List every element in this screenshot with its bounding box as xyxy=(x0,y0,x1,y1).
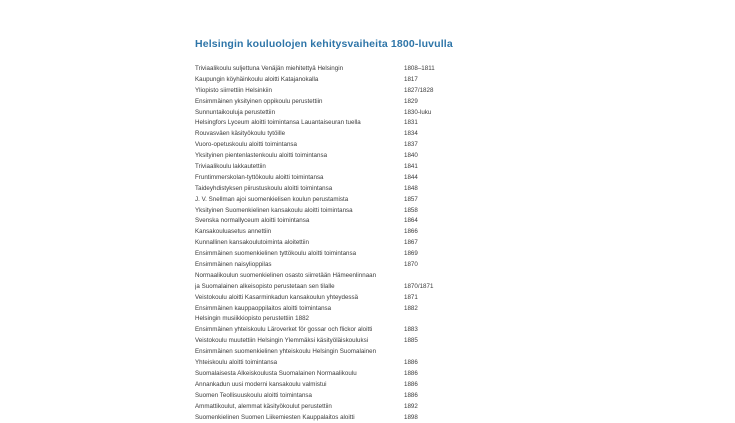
timeline-row-label: Veistokoulu muutettiin Helsingin Ylemmäksi käsityöläiskouluksi xyxy=(195,336,404,347)
timeline-row xyxy=(195,118,595,129)
timeline-row-year: 1830-luku xyxy=(404,108,431,119)
timeline-row-year: 1831 xyxy=(404,118,418,129)
timeline-row-label: Annankadun uusi moderni kansakoulu valmistui xyxy=(195,380,404,391)
timeline-row xyxy=(195,97,595,108)
timeline-row xyxy=(195,195,595,206)
timeline-row xyxy=(195,413,595,423)
timeline-row-label: Yksityinen Suomenkielinen kansakoulu aloitti toimintansa xyxy=(195,206,404,217)
timeline-row xyxy=(195,216,595,227)
timeline-row-year: 1886 xyxy=(404,369,418,380)
timeline-row-year: 1808–1811 xyxy=(404,64,435,75)
timeline-row-label: Triviaalikoulu suljettuna Venäjän miehitettyä Helsingin xyxy=(195,64,404,75)
timeline-row-year: 1837 xyxy=(404,140,418,151)
timeline-row xyxy=(195,293,595,304)
timeline-row-year: 1841 xyxy=(404,162,418,173)
timeline-row-year: 1882 xyxy=(404,304,418,315)
timeline-row-label: Yhteiskoulu aloitti toimintansa xyxy=(195,358,404,369)
timeline-row xyxy=(195,358,595,369)
timeline-row-year: 1885 xyxy=(404,336,418,347)
timeline-row xyxy=(195,86,595,97)
timeline-row-label: Suomalaisesta Alkeiskoulusta Suomalainen Normaalikoulu xyxy=(195,369,404,380)
timeline-row-year: 1840 xyxy=(404,151,418,162)
timeline-row xyxy=(195,260,595,271)
timeline-row-label: Ensimmäinen suomenkielinen yhteiskoulu Helsingin Suomalainen xyxy=(195,347,404,358)
timeline-row-label: Ensimmäinen naisylioppilas xyxy=(195,260,404,271)
timeline-row xyxy=(195,162,595,173)
timeline-row-year: 1886 xyxy=(404,380,418,391)
timeline-row-label: Vuoro-opetuskoulu aloitti toimintansa xyxy=(195,140,404,151)
timeline-row xyxy=(195,140,595,151)
timeline-row-label: Suomenkielinen Suomen Liikemiesten Kauppalaitos aloitti xyxy=(195,413,404,423)
timeline-row xyxy=(195,184,595,195)
timeline-row xyxy=(195,391,595,402)
timeline-row-year: 1864 xyxy=(404,216,418,227)
timeline-row-year: 1844 xyxy=(404,173,418,184)
timeline-row xyxy=(195,75,595,86)
timeline-row-label: Suomen Teollisuuskoulu aloitti toimintansa xyxy=(195,391,404,402)
timeline-row-label: Ensimmäinen suomenkielinen tyttökoulu aloitti toimintansa xyxy=(195,249,404,260)
timeline-row xyxy=(195,336,595,347)
timeline-row-label: Yksityinen pientenlastenkoulu aloitti toimintansa xyxy=(195,151,404,162)
timeline-row-year: 1870 xyxy=(404,260,418,271)
timeline-row-year: 1829 xyxy=(404,97,418,108)
timeline-row xyxy=(195,369,595,380)
timeline-row xyxy=(195,64,595,75)
timeline-row xyxy=(195,325,595,336)
timeline-row-label: Kunnallinen kansakoulutoiminta aloitettiin xyxy=(195,238,404,249)
timeline-row-label: Ensimmäinen yksityinen oppikoulu perustettiin xyxy=(195,97,404,108)
timeline-row-label: Veistokoulu aloitti Kasarminkadun kansakoulun yhteydessä xyxy=(195,293,404,304)
timeline-row-year: 1817 xyxy=(404,75,418,86)
timeline-row-label: Triviaalikoulu lakkautettiin xyxy=(195,162,404,173)
timeline-row-label: Normaalikoulun suomenkielinen osasto siirretään Hämeenlinnaan xyxy=(195,271,404,282)
timeline-row xyxy=(195,282,595,293)
timeline-row-label: Ammattikoulut, alemmat käsityökoulut perustettiin xyxy=(195,402,404,413)
timeline-row-year: 1834 xyxy=(404,129,418,140)
timeline-row-label: Helsingfors Lyceum aloitti toimintansa Lauantaiseuran tuella xyxy=(195,118,404,129)
timeline-row-label: Helsingin musiikkiopisto perustettiin 1882 xyxy=(195,314,404,325)
timeline-list xyxy=(195,64,595,423)
timeline-row-label: Rouvasväen käsityökoulu tytöille xyxy=(195,129,404,140)
timeline-row xyxy=(195,206,595,217)
timeline-row-label: Sunnuntaikouluja perustettiin xyxy=(195,108,404,119)
timeline-row-year: 1867 xyxy=(404,238,418,249)
timeline-row xyxy=(195,380,595,391)
timeline-row-year: 1871 xyxy=(404,293,418,304)
timeline-row xyxy=(195,271,595,282)
timeline-row xyxy=(195,173,595,184)
timeline-row-year: 1886 xyxy=(404,391,418,402)
timeline-row-label: Taideyhdistyksen piirustuskoulu aloitti toimintansa xyxy=(195,184,404,195)
timeline-row-year: 1857 xyxy=(404,195,418,206)
timeline-row-year: 1883 xyxy=(404,325,418,336)
timeline-row-label: J. V. Snellman ajoi suomenkielisen koulun perustamista xyxy=(195,195,404,206)
timeline-row-year: 1870/1871 xyxy=(404,282,433,293)
timeline-row-year: 1827/1828 xyxy=(404,86,433,97)
timeline-row xyxy=(195,304,595,315)
timeline-row xyxy=(195,108,595,119)
timeline-row-label: Ensimmäinen yhteiskoulu Läroverket för gossar och flickor aloitti xyxy=(195,325,404,336)
timeline-row-year: 1898 xyxy=(404,413,418,423)
timeline-row-label: Kansakouluasetus annettiin xyxy=(195,227,404,238)
timeline-row-label: Svenska normallyceum aloitti toimintansa xyxy=(195,216,404,227)
timeline-row-year: 1848 xyxy=(404,184,418,195)
timeline-row xyxy=(195,227,595,238)
timeline-row xyxy=(195,151,595,162)
timeline-row xyxy=(195,238,595,249)
timeline-row xyxy=(195,347,595,358)
timeline-row-year: 1886 xyxy=(404,358,418,369)
timeline-row xyxy=(195,249,595,260)
page-title: Helsingin kouluolojen kehitysvaiheita 1800-luvulla xyxy=(195,38,453,50)
timeline-row xyxy=(195,129,595,140)
timeline-row-label: Fruntimmerskolan-tyttökoulu aloitti toimintansa xyxy=(195,173,404,184)
timeline-row-year: 1892 xyxy=(404,402,418,413)
timeline-row-label: Yliopisto siirrettiin Helsinkiin xyxy=(195,86,404,97)
timeline-row-label: Ensimmäinen kauppaoppilaitos aloitti toimintansa xyxy=(195,304,404,315)
timeline-row xyxy=(195,402,595,413)
timeline-row-label: Kaupungin köyhäinkoulu aloitti Katajanokalla xyxy=(195,75,404,86)
timeline-row xyxy=(195,314,595,325)
timeline-row-label: ja Suomalainen alkeisopisto perustetaan sen tilalle xyxy=(195,282,404,293)
timeline-row-year: 1858 xyxy=(404,206,418,217)
timeline-row-year: 1866 xyxy=(404,227,418,238)
timeline-row-year: 1869 xyxy=(404,249,418,260)
